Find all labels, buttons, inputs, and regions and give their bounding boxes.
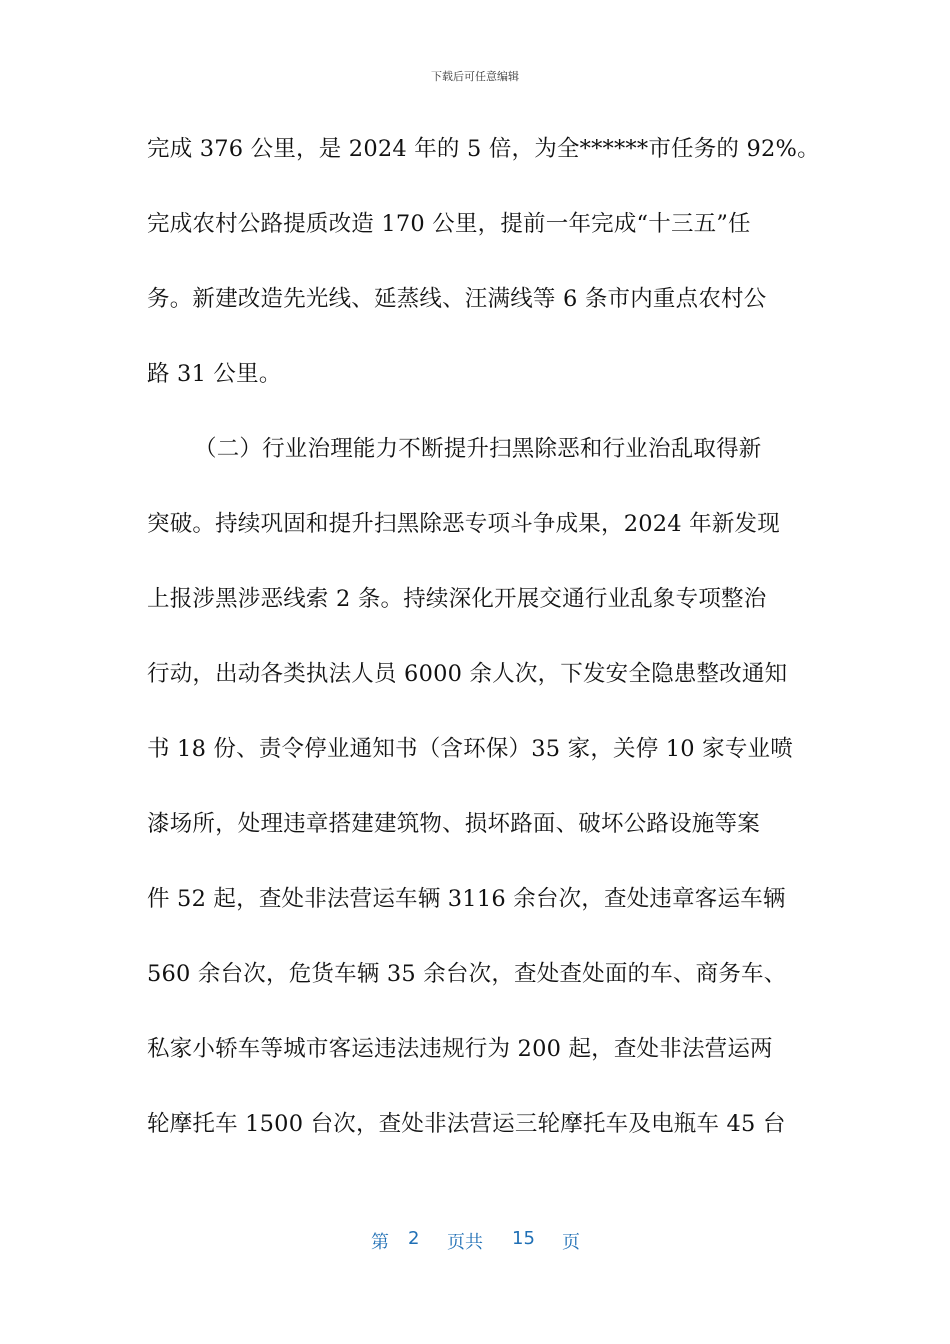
- current-page-number: 2: [408, 1228, 420, 1249]
- footer-di-label: 第: [371, 1232, 389, 1253]
- body-line: 路 31 公里。: [147, 361, 282, 387]
- paragraph-heading-line: （二）行业治理能力不断提升扫黑除恶和行业治乱取得新: [194, 436, 762, 462]
- body-line: 书 18 份、责令停业通知书（含环保）35 家，关停 10 家专业喷: [147, 736, 793, 762]
- body-line: 完成 376 公里，是 2024 年的 5 倍，为全******市任务的 92%。: [147, 136, 820, 162]
- body-line: 轮摩托车 1500 台次，查处非法营运三轮摩托车及电瓶车 45 台: [147, 1111, 786, 1137]
- body-line: 件 52 起，查处非法营运车辆 3116 余台次，查处违章客运车辆: [147, 886, 786, 912]
- body-line: 漆场所，处理违章搭建建筑物、损坏路面、破坏公路设施等案: [147, 811, 760, 837]
- body-line: 行动，出动各类执法人员 6000 余人次，下发安全隐患整改通知: [147, 661, 788, 687]
- body-line: 上报涉黑涉恶线索 2 条。持续深化开展交通行业乱象专项整治: [147, 586, 767, 612]
- body-line: 完成农村公路提质改造 170 公里，提前一年完成“十三五”任: [147, 211, 751, 237]
- body-line: 560 余台次，危货车辆 35 余台次，查处查处面的车、商务车、: [147, 961, 787, 987]
- footer-ye-label: 页: [562, 1232, 580, 1253]
- page-footer: [0, 1228, 950, 1252]
- footer-ye-gong-label: 页共: [447, 1232, 483, 1253]
- page-header: 下载后可任意编辑: [431, 70, 519, 83]
- total-page-count: 15: [512, 1228, 535, 1249]
- body-line: 务。新建改造先光线、延蒸线、汪满线等 6 条市内重点农村公: [147, 286, 767, 312]
- body-line: 突破。持续巩固和提升扫黑除恶专项斗争成果，2024 年新发现: [147, 511, 780, 537]
- body-line: 私家小轿车等城市客运违法违规行为 200 起，查处非法营运两: [147, 1036, 773, 1062]
